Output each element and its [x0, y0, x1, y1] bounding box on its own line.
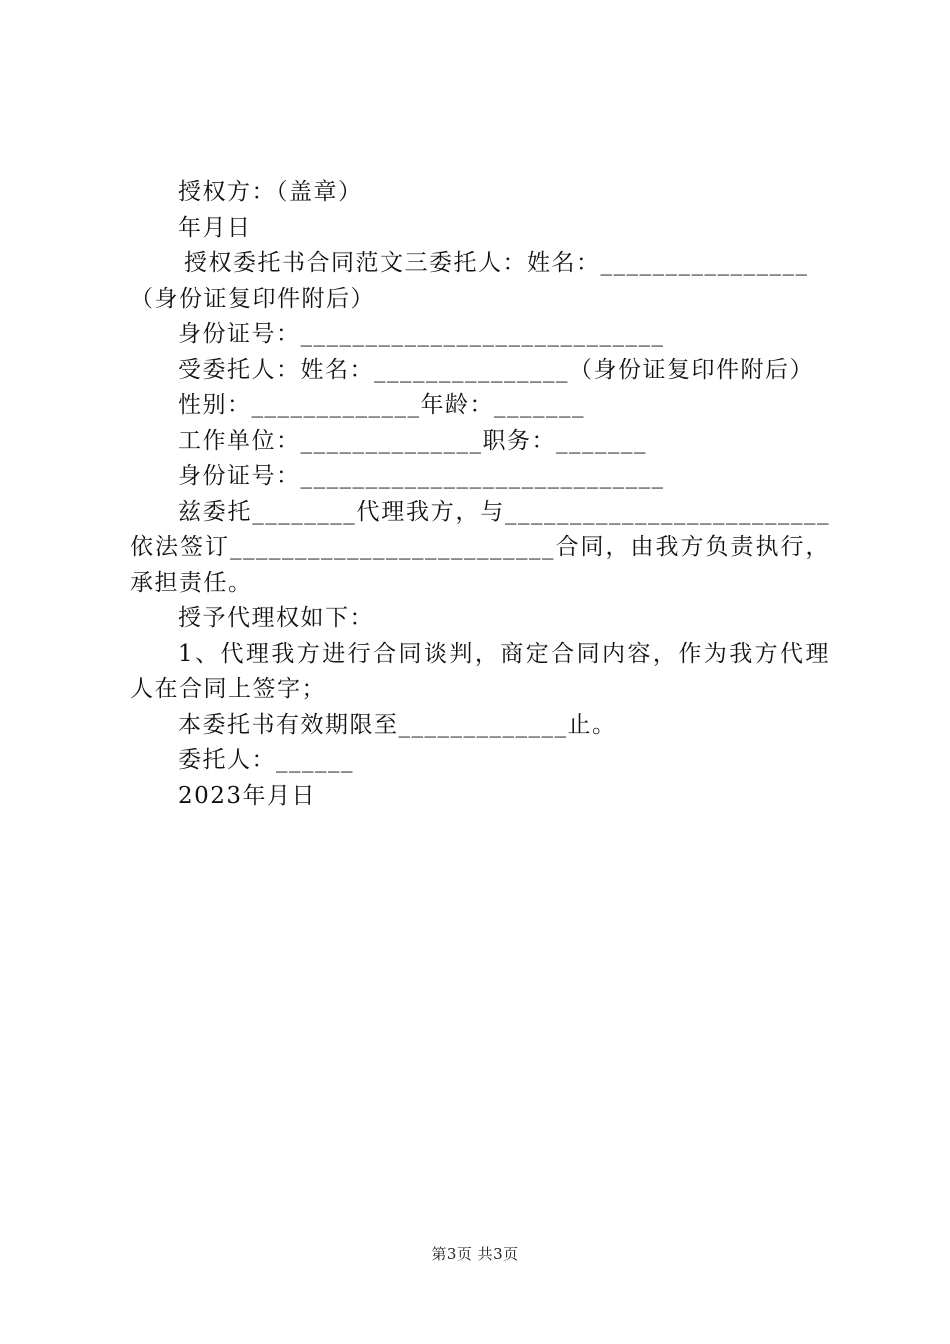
agent-name-line: 受委托人：姓名：_______________（身份证复印件附后）	[178, 356, 814, 383]
agent-gender-age: 性别：_____________年龄：_______	[178, 392, 585, 418]
signing-date: 2023年月日	[178, 782, 317, 809]
principal-id-number: 身份证号：____________________________	[178, 321, 665, 347]
section-title-principal-name: 授权委托书合同范文三委托人：姓名：________________	[184, 250, 809, 276]
agent-id-number: 身份证号：____________________________	[178, 463, 665, 489]
grantor-seal-line: 授权方：（盖章）	[178, 179, 363, 205]
validity-line: 本委托书有效期限至_____________止。	[178, 711, 617, 738]
grant-item-1: 1、代理我方进行合同谈判，商定合同内容，作为我方代理人在合同上签字；	[130, 640, 830, 702]
agent-employer-position: 工作单位：______________职务：_______	[178, 427, 647, 454]
date-line: 年月日	[178, 214, 252, 241]
principal-signature-line: 委托人：______	[178, 747, 354, 773]
page-footer: 第3页 共3页	[431, 1245, 519, 1263]
grant-heading: 授予代理权如下：	[178, 605, 374, 631]
document-body	[130, 175, 830, 814]
id-copy-note: （身份证复印件附后）	[130, 285, 375, 312]
delegation-paragraph: 兹委托________代理我方，与_________________________依法签订_________________________合同，由我方负责执行，承担责任。	[130, 498, 830, 596]
